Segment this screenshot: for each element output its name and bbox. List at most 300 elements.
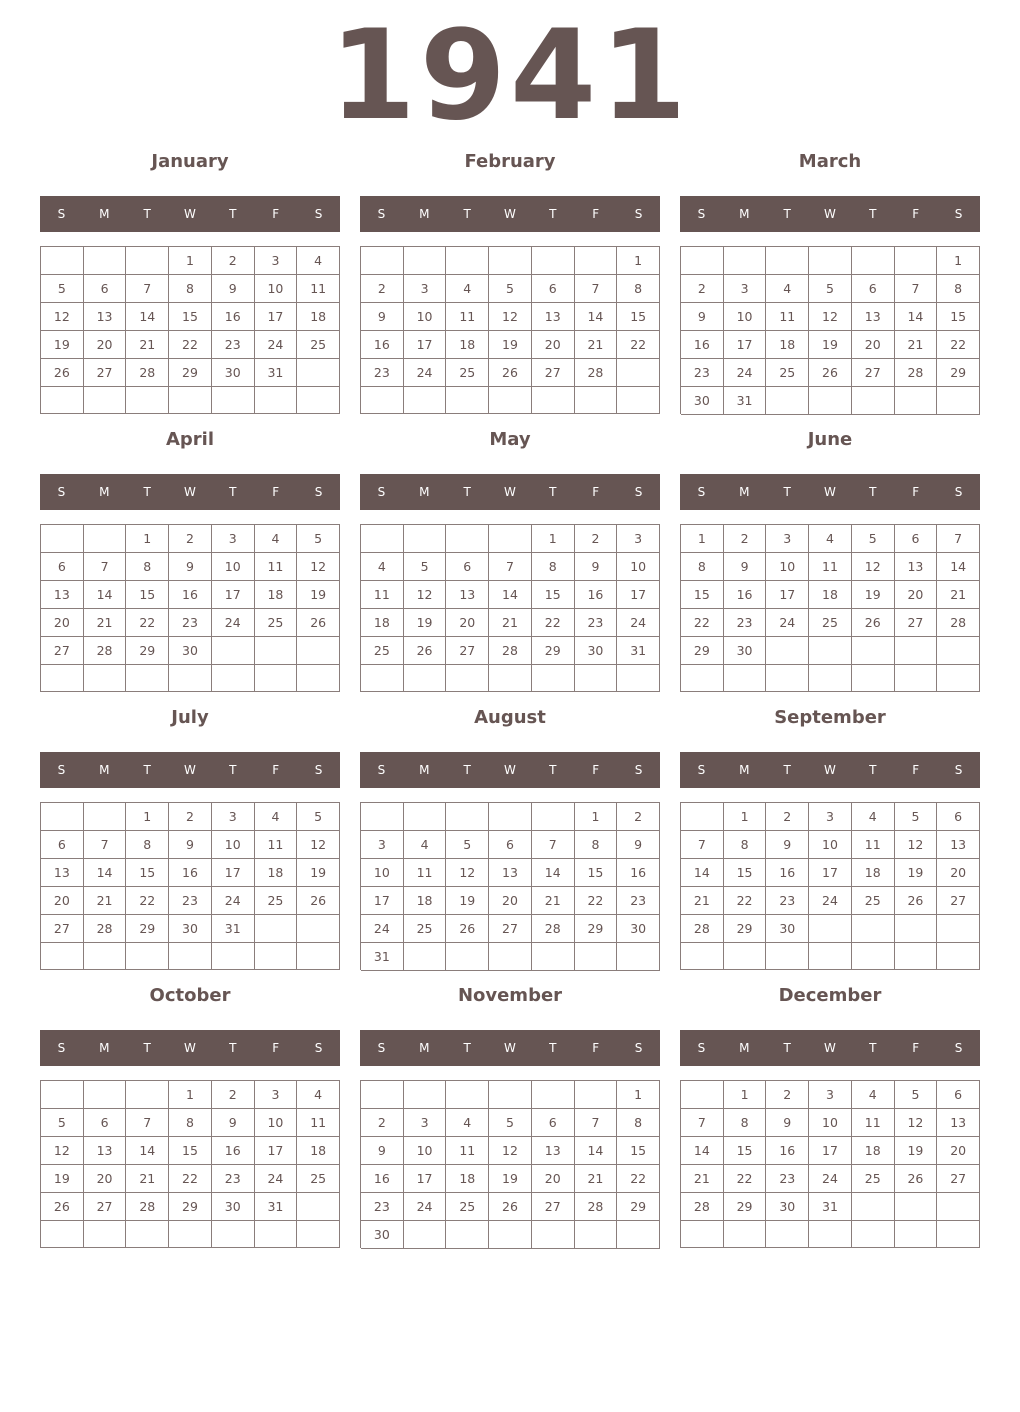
day-cell: 23 — [724, 609, 767, 637]
day-cell: 17 — [212, 581, 255, 609]
weekday-header — [680, 196, 980, 232]
day-cell: 25 — [255, 887, 298, 915]
weekday-label: T — [229, 1041, 237, 1055]
day-cell — [766, 1221, 809, 1248]
day-cell — [809, 665, 852, 692]
day-grid — [680, 1080, 980, 1248]
day-cell — [41, 247, 84, 275]
day-cell: 23 — [361, 359, 404, 387]
day-cell: 11 — [404, 859, 447, 887]
day-cell: 26 — [297, 609, 340, 637]
day-cell: 15 — [575, 859, 618, 887]
day-cell: 14 — [126, 303, 169, 331]
day-cell: 20 — [446, 609, 489, 637]
day-cell — [84, 525, 127, 553]
weekday-label: S — [314, 1041, 323, 1055]
day-cell: 18 — [809, 581, 852, 609]
day-cell: 4 — [361, 553, 404, 581]
day-cell: 12 — [895, 1109, 938, 1137]
day-cell: 29 — [937, 359, 980, 387]
day-cell: 13 — [937, 1109, 980, 1137]
day-cell — [937, 1221, 980, 1248]
day-cell: 22 — [617, 1165, 660, 1193]
day-cell — [297, 637, 340, 665]
day-cell: 17 — [212, 859, 255, 887]
day-cell: 11 — [852, 1109, 895, 1137]
day-cell: 10 — [724, 303, 767, 331]
day-cell: 24 — [404, 1193, 447, 1221]
day-cell: 19 — [489, 331, 532, 359]
day-cell: 17 — [361, 887, 404, 915]
day-cell — [852, 637, 895, 665]
day-cell — [852, 943, 895, 970]
day-cell: 2 — [361, 1109, 404, 1137]
day-cell: 6 — [41, 553, 84, 581]
weekday-label: T — [869, 485, 877, 499]
day-cell: 8 — [575, 831, 618, 859]
day-cell: 29 — [617, 1193, 660, 1221]
day-cell: 7 — [681, 831, 724, 859]
day-cell: 30 — [212, 1193, 255, 1221]
day-cell: 8 — [169, 275, 212, 303]
day-cell: 13 — [532, 303, 575, 331]
weekday-label: F — [592, 485, 600, 499]
day-cell — [361, 247, 404, 275]
day-cell — [446, 665, 489, 692]
day-cell: 6 — [84, 1109, 127, 1137]
day-cell: 18 — [766, 331, 809, 359]
day-cell: 23 — [169, 887, 212, 915]
day-cell: 17 — [404, 1165, 447, 1193]
day-cell: 27 — [852, 359, 895, 387]
day-cell: 21 — [489, 609, 532, 637]
day-cell: 12 — [809, 303, 852, 331]
day-cell: 3 — [809, 1081, 852, 1109]
weekday-label: F — [272, 1041, 280, 1055]
day-cell: 11 — [361, 581, 404, 609]
day-cell: 2 — [681, 275, 724, 303]
day-cell: 5 — [41, 275, 84, 303]
day-cell: 21 — [681, 1165, 724, 1193]
day-cell: 24 — [766, 609, 809, 637]
month-title: October — [149, 985, 231, 1006]
day-cell: 23 — [617, 887, 660, 915]
day-cell: 13 — [446, 581, 489, 609]
day-cell: 14 — [937, 553, 980, 581]
weekday-label: S — [954, 485, 963, 499]
day-cell — [937, 1193, 980, 1221]
day-cell: 2 — [169, 803, 212, 831]
weekday-label: T — [463, 763, 471, 777]
day-grid — [360, 246, 660, 414]
day-grid — [40, 802, 340, 970]
day-cell: 31 — [617, 637, 660, 665]
day-cell — [532, 387, 575, 414]
day-cell: 29 — [575, 915, 618, 943]
day-cell: 13 — [41, 859, 84, 887]
day-cell: 22 — [169, 331, 212, 359]
day-cell: 6 — [446, 553, 489, 581]
day-cell: 24 — [724, 359, 767, 387]
day-cell: 16 — [212, 1137, 255, 1165]
day-cell: 23 — [681, 359, 724, 387]
day-cell: 1 — [617, 247, 660, 275]
day-cell — [766, 665, 809, 692]
weekday-label: S — [697, 207, 706, 221]
day-cell: 24 — [809, 1165, 852, 1193]
day-cell: 14 — [575, 1137, 618, 1165]
day-cell — [404, 943, 447, 971]
month-title: March — [798, 151, 862, 172]
day-cell: 17 — [255, 303, 298, 331]
weekday-label: S — [377, 1041, 386, 1055]
day-cell: 1 — [532, 525, 575, 553]
day-cell: 18 — [297, 303, 340, 331]
month-title: July — [171, 707, 209, 728]
day-cell: 28 — [681, 915, 724, 943]
day-cell: 28 — [895, 359, 938, 387]
day-cell: 19 — [41, 1165, 84, 1193]
day-cell: 7 — [84, 553, 127, 581]
day-cell — [489, 665, 532, 692]
day-cell — [84, 943, 127, 970]
day-cell: 8 — [724, 1109, 767, 1137]
day-cell: 13 — [895, 553, 938, 581]
day-cell: 1 — [937, 247, 980, 275]
day-cell: 11 — [809, 553, 852, 581]
day-grid — [360, 524, 660, 692]
weekday-label: S — [634, 485, 643, 499]
day-cell: 11 — [446, 303, 489, 331]
day-cell: 6 — [937, 803, 980, 831]
day-cell — [489, 387, 532, 414]
day-cell: 20 — [532, 1165, 575, 1193]
day-cell: 20 — [84, 1165, 127, 1193]
day-cell: 22 — [724, 1165, 767, 1193]
day-cell: 14 — [489, 581, 532, 609]
year-title: 1941 — [329, 4, 691, 148]
weekday-header — [40, 752, 340, 788]
day-cell: 5 — [297, 803, 340, 831]
weekday-label: W — [504, 485, 516, 499]
day-cell: 4 — [446, 275, 489, 303]
day-cell: 31 — [255, 359, 298, 387]
day-cell: 3 — [809, 803, 852, 831]
day-cell: 13 — [489, 859, 532, 887]
day-cell — [41, 1221, 84, 1248]
weekday-label: S — [954, 763, 963, 777]
day-cell — [297, 665, 340, 692]
month-title: December — [778, 985, 882, 1006]
day-cell: 20 — [489, 887, 532, 915]
day-cell: 15 — [532, 581, 575, 609]
day-cell — [41, 803, 84, 831]
day-cell — [937, 637, 980, 665]
day-cell — [255, 915, 298, 943]
day-cell: 9 — [212, 275, 255, 303]
weekday-label: M — [739, 485, 750, 499]
weekday-header — [40, 474, 340, 510]
day-cell: 9 — [617, 831, 660, 859]
day-cell: 13 — [84, 1137, 127, 1165]
day-cell: 14 — [681, 1137, 724, 1165]
weekday-label: T — [463, 1041, 471, 1055]
day-cell: 17 — [724, 331, 767, 359]
weekday-label: S — [57, 207, 66, 221]
weekday-label: F — [272, 763, 280, 777]
day-cell: 25 — [809, 609, 852, 637]
day-cell: 7 — [489, 553, 532, 581]
day-cell — [617, 359, 660, 387]
day-cell — [937, 915, 980, 943]
day-cell: 2 — [617, 803, 660, 831]
day-cell — [852, 247, 895, 275]
weekday-header — [680, 474, 980, 510]
weekday-label: M — [99, 1041, 110, 1055]
month-title: January — [151, 151, 229, 172]
month-title: September — [774, 707, 886, 728]
day-cell — [532, 665, 575, 692]
day-cell: 24 — [617, 609, 660, 637]
day-cell: 3 — [212, 525, 255, 553]
day-cell: 14 — [575, 303, 618, 331]
weekday-label: W — [504, 1041, 516, 1055]
day-cell — [404, 387, 447, 414]
weekday-header — [680, 752, 980, 788]
day-cell: 13 — [937, 831, 980, 859]
day-cell: 22 — [126, 887, 169, 915]
day-cell: 31 — [255, 1193, 298, 1221]
day-cell: 22 — [532, 609, 575, 637]
day-cell: 5 — [809, 275, 852, 303]
day-cell — [895, 915, 938, 943]
day-cell: 23 — [212, 1165, 255, 1193]
day-grid — [40, 524, 340, 692]
day-cell — [41, 387, 84, 414]
day-cell: 30 — [724, 637, 767, 665]
day-cell: 9 — [212, 1109, 255, 1137]
day-cell: 20 — [532, 331, 575, 359]
weekday-label: T — [229, 207, 237, 221]
day-cell: 16 — [575, 581, 618, 609]
day-cell: 14 — [895, 303, 938, 331]
day-cell: 11 — [766, 303, 809, 331]
month-title: February — [464, 151, 556, 172]
day-cell: 4 — [852, 803, 895, 831]
month-title: August — [474, 707, 546, 728]
day-cell: 26 — [489, 359, 532, 387]
day-cell — [84, 387, 127, 414]
day-cell: 18 — [361, 609, 404, 637]
day-cell: 19 — [895, 859, 938, 887]
day-cell: 28 — [575, 1193, 618, 1221]
day-cell: 16 — [766, 859, 809, 887]
day-cell: 10 — [617, 553, 660, 581]
day-cell — [41, 943, 84, 970]
weekday-label: S — [634, 1041, 643, 1055]
day-cell: 9 — [361, 303, 404, 331]
day-cell: 14 — [84, 859, 127, 887]
day-cell: 15 — [126, 581, 169, 609]
weekday-header — [360, 474, 660, 510]
day-cell: 8 — [681, 553, 724, 581]
day-cell: 19 — [809, 331, 852, 359]
day-cell: 26 — [297, 887, 340, 915]
day-cell — [126, 387, 169, 414]
day-cell — [255, 943, 298, 970]
weekday-label: S — [954, 1041, 963, 1055]
day-cell: 25 — [297, 331, 340, 359]
day-cell: 3 — [724, 275, 767, 303]
day-cell — [681, 665, 724, 692]
day-cell: 14 — [681, 859, 724, 887]
day-cell — [361, 387, 404, 414]
day-cell: 30 — [575, 637, 618, 665]
day-cell — [255, 387, 298, 414]
weekday-label: W — [824, 207, 836, 221]
day-cell: 24 — [361, 915, 404, 943]
day-cell: 2 — [575, 525, 618, 553]
day-cell: 13 — [852, 303, 895, 331]
weekday-label: M — [419, 1041, 430, 1055]
day-cell: 1 — [169, 1081, 212, 1109]
day-cell: 27 — [84, 1193, 127, 1221]
day-cell: 17 — [255, 1137, 298, 1165]
month-title: November — [457, 985, 563, 1006]
day-cell: 6 — [489, 831, 532, 859]
day-cell — [41, 525, 84, 553]
day-cell: 22 — [575, 887, 618, 915]
day-cell: 9 — [361, 1137, 404, 1165]
weekday-label: T — [463, 485, 471, 499]
day-cell: 4 — [404, 831, 447, 859]
day-cell: 29 — [681, 637, 724, 665]
weekday-label: S — [697, 1041, 706, 1055]
day-cell — [255, 637, 298, 665]
day-cell: 27 — [84, 359, 127, 387]
day-cell — [404, 1221, 447, 1249]
day-cell: 31 — [809, 1193, 852, 1221]
day-cell — [809, 915, 852, 943]
weekday-label: S — [634, 207, 643, 221]
day-cell — [169, 387, 212, 414]
weekday-label: S — [377, 763, 386, 777]
weekday-label: S — [314, 763, 323, 777]
day-cell: 30 — [766, 915, 809, 943]
day-cell — [41, 665, 84, 692]
day-cell — [681, 943, 724, 970]
day-cell — [809, 943, 852, 970]
weekday-label: T — [143, 1041, 151, 1055]
month-title: May — [489, 429, 531, 450]
day-cell — [255, 665, 298, 692]
day-cell: 12 — [297, 553, 340, 581]
day-cell: 18 — [404, 887, 447, 915]
day-cell: 7 — [895, 275, 938, 303]
day-cell: 25 — [297, 1165, 340, 1193]
day-cell: 4 — [766, 275, 809, 303]
weekday-label: M — [419, 207, 430, 221]
day-cell: 7 — [532, 831, 575, 859]
day-cell: 21 — [84, 609, 127, 637]
day-cell: 7 — [575, 1109, 618, 1137]
day-cell: 2 — [212, 247, 255, 275]
day-cell: 30 — [681, 387, 724, 415]
day-cell: 30 — [169, 637, 212, 665]
day-cell: 2 — [361, 275, 404, 303]
weekday-label: T — [783, 207, 791, 221]
day-cell: 7 — [84, 831, 127, 859]
day-cell: 31 — [212, 915, 255, 943]
day-cell — [126, 1081, 169, 1109]
day-cell: 5 — [41, 1109, 84, 1137]
day-cell: 15 — [169, 303, 212, 331]
day-cell: 29 — [169, 1193, 212, 1221]
day-cell: 15 — [937, 303, 980, 331]
day-cell — [446, 943, 489, 971]
day-cell: 27 — [41, 637, 84, 665]
day-cell — [681, 1221, 724, 1248]
day-cell: 5 — [297, 525, 340, 553]
day-cell: 26 — [446, 915, 489, 943]
weekday-label: S — [57, 485, 66, 499]
day-cell: 16 — [617, 859, 660, 887]
day-cell: 21 — [575, 331, 618, 359]
day-cell: 11 — [255, 553, 298, 581]
day-cell: 25 — [361, 637, 404, 665]
day-cell: 17 — [766, 581, 809, 609]
day-cell: 18 — [255, 581, 298, 609]
day-cell: 25 — [446, 1193, 489, 1221]
weekday-header — [680, 1030, 980, 1066]
day-cell: 20 — [937, 1137, 980, 1165]
weekday-label: S — [377, 485, 386, 499]
day-cell: 20 — [852, 331, 895, 359]
day-cell — [895, 247, 938, 275]
day-cell — [41, 1081, 84, 1109]
day-cell: 6 — [41, 831, 84, 859]
weekday-label: T — [783, 763, 791, 777]
day-cell: 9 — [724, 553, 767, 581]
day-cell — [404, 1081, 447, 1109]
day-cell — [84, 1081, 127, 1109]
day-cell — [766, 637, 809, 665]
day-cell: 25 — [766, 359, 809, 387]
day-cell — [446, 1221, 489, 1249]
day-cell: 22 — [617, 331, 660, 359]
day-cell: 11 — [446, 1137, 489, 1165]
day-cell — [681, 803, 724, 831]
day-cell: 12 — [297, 831, 340, 859]
day-cell: 12 — [852, 553, 895, 581]
day-cell — [766, 943, 809, 970]
weekday-label: W — [824, 1041, 836, 1055]
day-cell: 10 — [809, 1109, 852, 1137]
day-cell: 17 — [617, 581, 660, 609]
day-grid — [680, 246, 980, 414]
day-cell — [404, 803, 447, 831]
day-cell: 6 — [532, 1109, 575, 1137]
day-cell: 15 — [126, 859, 169, 887]
day-cell: 25 — [852, 1165, 895, 1193]
day-cell — [937, 943, 980, 970]
day-cell — [895, 665, 938, 692]
weekday-label: T — [783, 485, 791, 499]
day-cell: 18 — [852, 859, 895, 887]
day-cell: 26 — [895, 1165, 938, 1193]
day-cell: 4 — [255, 803, 298, 831]
weekday-label: S — [57, 1041, 66, 1055]
